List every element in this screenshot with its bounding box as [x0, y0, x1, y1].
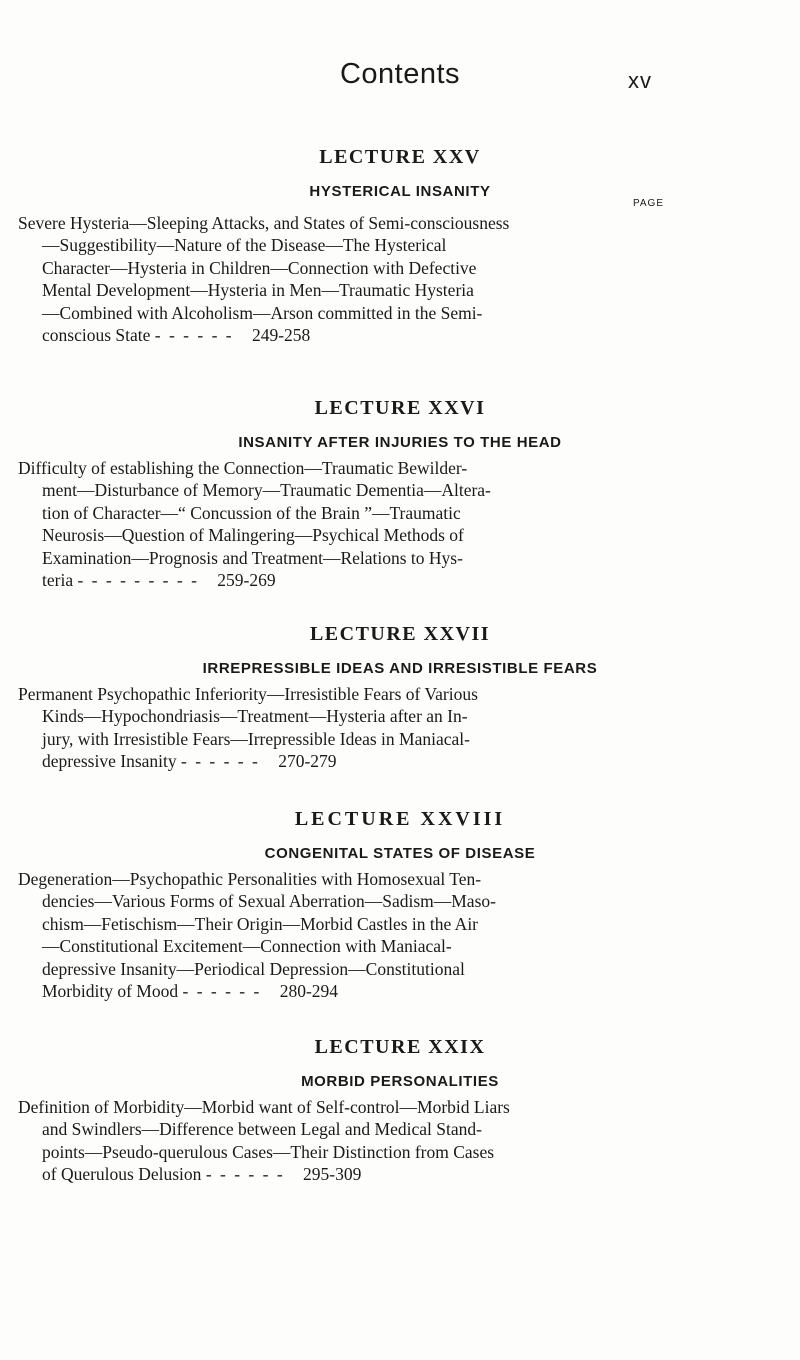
lecture-title: INSANITY AFTER INJURIES TO THE HEAD — [238, 434, 562, 451]
synopsis-line: Character—Hysteria in Children—Connection with Defective — [42, 257, 477, 278]
lecture-synopsis — [18, 868, 664, 1002]
synopsis-range-line — [18, 1163, 664, 1185]
synopsis-line: Morbidity of Mood — [42, 981, 179, 1002]
lecture-number: LECTURE XXVII — [309, 623, 491, 645]
synopsis-range-line — [18, 750, 664, 772]
lecture-number: LECTURE XXVIII — [294, 808, 506, 830]
synopsis-line: points—Pseudo-querulous Cases—Their Distinction from Cases — [42, 1141, 495, 1162]
synopsis-line: —Constitutional Excitement—Connection with Maniacal- — [42, 936, 452, 957]
page-header — [0, 58, 800, 108]
synopsis-line: Neurosis—Question of Malingering—Psychical Methods of — [42, 525, 464, 546]
synopsis-line: Mental Development—Hysteria in Men—Traumatic Hysteria — [42, 280, 474, 301]
lecture-title: MORBID PERSONALITIES — [301, 1073, 499, 1090]
page-range: 270-279 — [278, 751, 337, 772]
synopsis-line: Examination—Prognosis and Treatment—Relations to Hys- — [42, 547, 463, 568]
synopsis-line: tion of Character—“ Concussion of the Brain ”—Traumatic — [42, 502, 461, 523]
synopsis-line: conscious State — [42, 325, 151, 346]
lecture-number: LECTURE XXVI — [314, 397, 486, 419]
synopsis-range-line — [18, 569, 664, 591]
synopsis-range-line — [18, 980, 664, 1002]
synopsis-line: Degeneration—Psychopathic Personalities with Homosexual Ten- — [18, 869, 482, 889]
synopsis-line: chism—Fetischism—Their Origin—Morbid Castles in the Air — [42, 913, 479, 934]
synopsis-line: —Combined with Alcoholism—Arson committed in the Semi- — [42, 302, 483, 323]
synopsis-line: dencies—Various Forms of Sexual Aberration—Sadism—Maso- — [42, 891, 496, 912]
synopsis-line: Permanent Psychopathic Inferiority—Irresistible Fears of Various — [18, 684, 478, 704]
synopsis-line: ment—Disturbance of Memory—Traumatic Dementia—Altera- — [42, 480, 491, 501]
page-range: 259-269 — [217, 570, 276, 591]
running-title: Contents — [339, 58, 461, 90]
synopsis-line: Kinds—Hypochondriasis—Treatment—Hysteria after an In- — [42, 706, 468, 727]
leader-dashes: - - - - - - — [154, 325, 234, 346]
lecture-synopsis — [18, 457, 664, 591]
leader-dashes: - - - - - - — [181, 751, 260, 772]
lecture-synopsis — [18, 683, 664, 773]
synopsis-range-line — [18, 324, 664, 346]
lecture-title: IRREPRESSIBLE IDEAS AND IRRESISTIBLE FEARS — [202, 660, 598, 677]
synopsis-line: Severe Hysteria—Sleeping Attacks, and States of Semi-consciousness — [18, 213, 510, 233]
lecture-synopsis — [18, 212, 664, 346]
synopsis-line: —Suggestibility—Nature of the Disease—The Hysterical — [42, 235, 447, 256]
synopsis-line: jury, with Irresistible Fears—Irrepressible Ideas in Maniacal- — [42, 728, 470, 749]
lecture-xxix — [0, 1036, 800, 1186]
synopsis-line: of Querulous Delusion — [42, 1164, 202, 1185]
page-range: 295-309 — [303, 1164, 362, 1185]
synopsis-line: Difficulty of establishing the Connection—Traumatic Bewilder- — [18, 458, 468, 478]
lecture-title: HYSTERICAL INSANITY — [309, 183, 491, 200]
page-range: 249-258 — [251, 325, 311, 346]
page-numeral: xv — [628, 68, 652, 93]
synopsis-line: depressive Insanity — [42, 751, 177, 772]
lecture-number: LECTURE XXV — [319, 146, 481, 168]
page-range: 280-294 — [279, 981, 339, 1002]
lecture-xxvi — [0, 397, 800, 591]
page-column-label: PAGE — [632, 198, 664, 209]
lecture-synopsis — [18, 1096, 664, 1186]
leader-dashes: - - - - - - — [182, 981, 262, 1002]
leader-dashes: - - - - - - - - - — [77, 570, 199, 591]
synopsis-line: Definition of Morbidity—Morbid want of Self-control—Morbid Liars — [18, 1097, 510, 1117]
lecture-title: CONGENITAL STATES OF DISEASE — [264, 845, 536, 862]
lecture-xxvii — [0, 623, 800, 773]
lecture-xxv — [0, 146, 800, 346]
synopsis-line: and Swindlers—Difference between Legal and Medical Stand- — [42, 1119, 482, 1140]
leader-dashes: - - - - - - — [205, 1164, 285, 1185]
synopsis-line: depressive Insanity—Periodical Depression—Constitutional — [42, 958, 465, 979]
lecture-xxviii — [0, 808, 800, 1002]
synopsis-line: teria — [42, 570, 74, 591]
lecture-number: LECTURE XXIX — [314, 1036, 486, 1058]
